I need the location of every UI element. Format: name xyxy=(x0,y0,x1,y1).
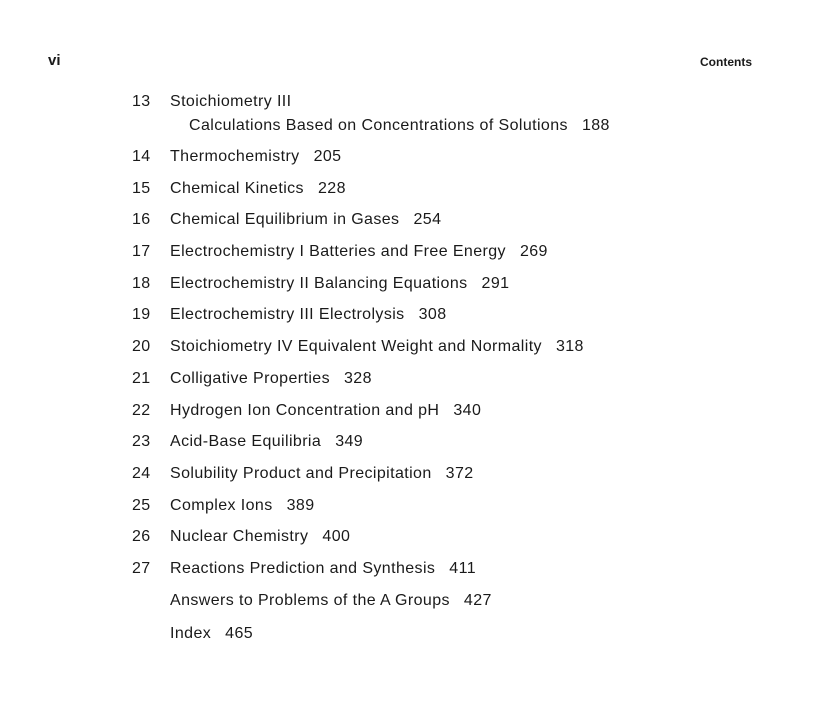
chapter-number: 22 xyxy=(132,401,151,419)
chapter-number: 27 xyxy=(132,559,151,577)
chapter-title-line xyxy=(170,369,372,389)
page-ref: 349 xyxy=(335,433,364,451)
page-ref: 372 xyxy=(445,464,474,482)
chapter-title: Electrochemistry I Batteries and Free Energy xyxy=(170,243,506,261)
chapter-title-line xyxy=(170,179,346,199)
table-of-contents xyxy=(132,92,772,657)
toc-entry-22[interactable] xyxy=(132,401,772,433)
toc-entry-26[interactable] xyxy=(132,527,772,559)
toc-entry-19[interactable] xyxy=(132,305,772,337)
toc-entry-14[interactable] xyxy=(132,147,772,179)
chapter-title-line xyxy=(170,337,584,357)
chapter-title: Stoichiometry III xyxy=(170,93,292,110)
chapter-number: 25 xyxy=(132,496,151,514)
toc-entry-18[interactable] xyxy=(132,274,772,306)
back-matter-title-line xyxy=(170,624,253,644)
page-ref: 205 xyxy=(313,148,342,165)
page-ref: 328 xyxy=(343,369,372,387)
page-ref: 228 xyxy=(317,179,346,197)
chapter-title: Colligative Properties xyxy=(170,369,330,387)
toc-entry-25[interactable] xyxy=(132,496,772,528)
toc-entry-17[interactable] xyxy=(132,242,772,274)
chapter-title-line xyxy=(170,401,481,421)
page-ref: 188 xyxy=(581,117,610,134)
chapter-title-line xyxy=(170,210,441,230)
chapter-number: 13 xyxy=(132,93,151,110)
chapter-title: Complex Ions xyxy=(170,496,273,514)
chapter-title: Electrochemistry II Balancing Equations xyxy=(170,274,468,292)
chapter-title: Stoichiometry IV Equivalent Weight and Normality xyxy=(170,338,542,356)
running-head: Contents xyxy=(700,55,752,69)
chapter-title: Nuclear Chemistry xyxy=(170,528,309,546)
chapter-number: 15 xyxy=(132,179,151,197)
page-ref: 318 xyxy=(555,338,584,356)
chapter-title: Acid-Base Equilibria xyxy=(170,433,322,451)
chapter-title: Electrochemistry III Electrolysis xyxy=(170,306,405,324)
page-ref: 269 xyxy=(519,243,548,261)
chapter-title-line xyxy=(170,464,474,484)
page-ref: 427 xyxy=(463,591,492,609)
chapter-title-line xyxy=(170,559,476,579)
chapter-title: Chemical Kinetics xyxy=(170,179,304,197)
chapter-number: 14 xyxy=(132,148,151,165)
toc-entry-20[interactable] xyxy=(132,337,772,369)
page-ref: 291 xyxy=(481,274,510,292)
chapter-number: 21 xyxy=(132,369,151,387)
chapter-number: 23 xyxy=(132,433,151,451)
toc-entry-23[interactable] xyxy=(132,432,772,464)
chapter-title: Reactions Prediction and Synthesis xyxy=(170,559,436,577)
chapter-title-line xyxy=(170,527,350,547)
toc-entry-15[interactable] xyxy=(132,179,772,211)
back-matter-title: Index xyxy=(170,624,212,642)
chapter-title-line xyxy=(170,305,447,325)
chapter-title-line xyxy=(170,242,548,262)
page-number: vi xyxy=(48,52,61,69)
toc-entry-answers[interactable] xyxy=(132,591,772,624)
back-matter-title: Answers to Problems of the A Groups xyxy=(170,591,450,609)
chapter-title: Thermochemistry xyxy=(170,148,300,165)
toc-entry-13[interactable] xyxy=(132,92,772,147)
chapter-title-line xyxy=(170,274,509,294)
page-ref: 389 xyxy=(286,496,315,514)
back-matter-title-line xyxy=(170,591,492,611)
chapter-number: 26 xyxy=(132,528,151,546)
toc-entry-index[interactable] xyxy=(132,624,772,657)
chapter-subtitle-line xyxy=(189,116,610,136)
chapter-title: Hydrogen Ion Concentration and pH xyxy=(170,401,440,419)
page-ref: 465 xyxy=(225,624,254,642)
chapter-title: Solubility Product and Precipitation xyxy=(170,464,432,482)
chapter-number: 24 xyxy=(132,464,151,482)
chapter-number: 17 xyxy=(132,243,151,261)
page-ref: 340 xyxy=(453,401,482,419)
chapter-number: 18 xyxy=(132,274,151,292)
toc-entry-16[interactable] xyxy=(132,210,772,242)
chapter-title-line xyxy=(170,496,315,516)
chapter-title-line xyxy=(170,147,341,167)
chapter-subtitle: Calculations Based on Concentrations of Solutions xyxy=(189,117,568,134)
chapter-number: 19 xyxy=(132,306,151,324)
chapter-title-line xyxy=(170,432,363,452)
chapter-number: 16 xyxy=(132,211,151,229)
page-ref: 308 xyxy=(418,306,447,324)
chapter-title: Chemical Equilibrium in Gases xyxy=(170,211,400,229)
page-ref: 254 xyxy=(413,211,442,229)
page-ref: 411 xyxy=(449,559,477,577)
toc-entry-27[interactable] xyxy=(132,559,772,591)
chapter-number: 20 xyxy=(132,338,151,356)
page-ref: 400 xyxy=(322,528,351,546)
toc-entry-24[interactable] xyxy=(132,464,772,496)
toc-entry-21[interactable] xyxy=(132,369,772,401)
